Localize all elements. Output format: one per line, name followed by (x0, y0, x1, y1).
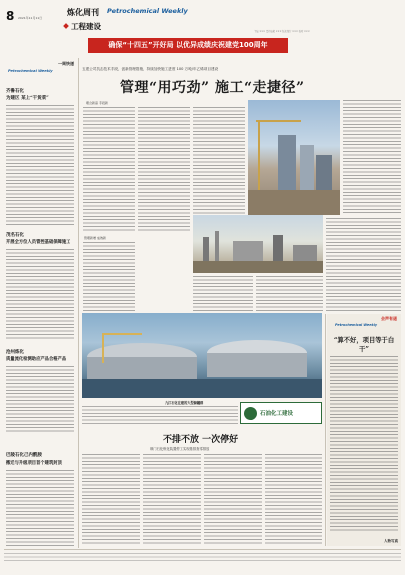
article-1-body (6, 105, 74, 227)
sidebar-title: “算不好，项目等于白干” (333, 337, 395, 353)
logo-mark-icon (244, 407, 257, 420)
article-2-body (6, 249, 74, 339)
right-mid-body (326, 218, 401, 312)
sidebar-tag-logo: Petrochemical Weekly (335, 323, 378, 327)
lead-kicker: 五建公司抗击技术手段，创新管理措施，持续加快施工进度 100 万吨/年乙烯项目建设 (82, 67, 219, 71)
mid-body-col (193, 276, 253, 312)
footer-text (4, 553, 401, 561)
header-meta: 主编 ××× 责任编辑 ××× 版式设计 ××× 校对 ××× (254, 30, 310, 33)
sub-heading-2: 管理新增 成效新 (84, 236, 106, 240)
bottom-body-col2 (143, 454, 201, 544)
site-panorama-photo (193, 215, 323, 273)
sidebar (327, 314, 401, 546)
masthead (4, 3, 401, 33)
weekly-logo: Petrochemical Weekly (107, 7, 188, 15)
article-2-subtitle: 开展全方位人员管控基础保障施工 (6, 240, 71, 245)
sidebar-footer: 人物写真 (384, 539, 398, 543)
sidebar-tag: 会声有道 (381, 316, 397, 321)
construction-logo (240, 402, 322, 424)
tag-logo: Petrochemical Weekly (8, 69, 53, 73)
bottom-body-col4 (265, 454, 322, 544)
article-4-title: 巴陵石化己内酰胺 (6, 453, 42, 458)
lead-title: 管理“用巧劲” 施工“走捷径” (120, 80, 305, 96)
logo-label: 石油化工建设 (260, 411, 294, 417)
storage-tank-photo (82, 313, 322, 398)
right-body-col (343, 100, 401, 215)
sub-heading-1: 理念新高 手段新 (86, 101, 108, 105)
article-4-subtitle: 搬迁与升级项目首个建筑封顶 (6, 461, 62, 466)
left-column (4, 58, 76, 548)
construction-photo (248, 100, 340, 215)
article-4-body (6, 470, 74, 546)
column-name: 炼化周刊 (67, 7, 99, 17)
footer-rule (4, 549, 401, 550)
photo-caption: 九江石化在建的大型储罐群 (165, 401, 204, 405)
article-1-subtitle: 为建区 某上“干货菜” (6, 96, 49, 101)
star-icon (63, 23, 69, 29)
page-date: 2021年11月11日 (18, 16, 43, 20)
bottom-title: 不排不放 一次停好 (163, 435, 239, 445)
article-3-body (6, 366, 74, 432)
lead-body-col2 (138, 107, 190, 233)
lead-body-col1 (83, 107, 135, 233)
section-name: 工程建设 (71, 22, 101, 31)
lead-body-col4 (83, 242, 135, 312)
headline-banner: 确保“十四五”开好局 以优异成绩庆祝建党100周年 (88, 38, 288, 53)
sidebar-body (330, 356, 398, 532)
column-divider (78, 58, 79, 548)
caption-body (82, 406, 238, 426)
bottom-body-col1 (82, 454, 140, 544)
weekly-tag (4, 58, 76, 80)
sidebar-divider (325, 314, 326, 546)
article-3-subtitle: 质量流化检测助应产品合格产品 (6, 357, 67, 362)
article-3-title: 沧州炼化 (6, 350, 24, 355)
mid-body-col-2 (256, 276, 323, 312)
plant-icon (193, 215, 323, 273)
bottom-body-col3 (204, 454, 262, 544)
article-2-title: 茂名石化 (6, 233, 24, 238)
tag-label: 一周快递 (58, 61, 74, 66)
tank-icon (82, 313, 322, 398)
crane-icon (248, 100, 340, 215)
page-number: 8 (6, 9, 15, 23)
article-1-title: 齐鲁石化 (6, 89, 24, 94)
bottom-subtitle: 荆门石化炼化装置停工实现基排查零排放 (150, 447, 210, 451)
